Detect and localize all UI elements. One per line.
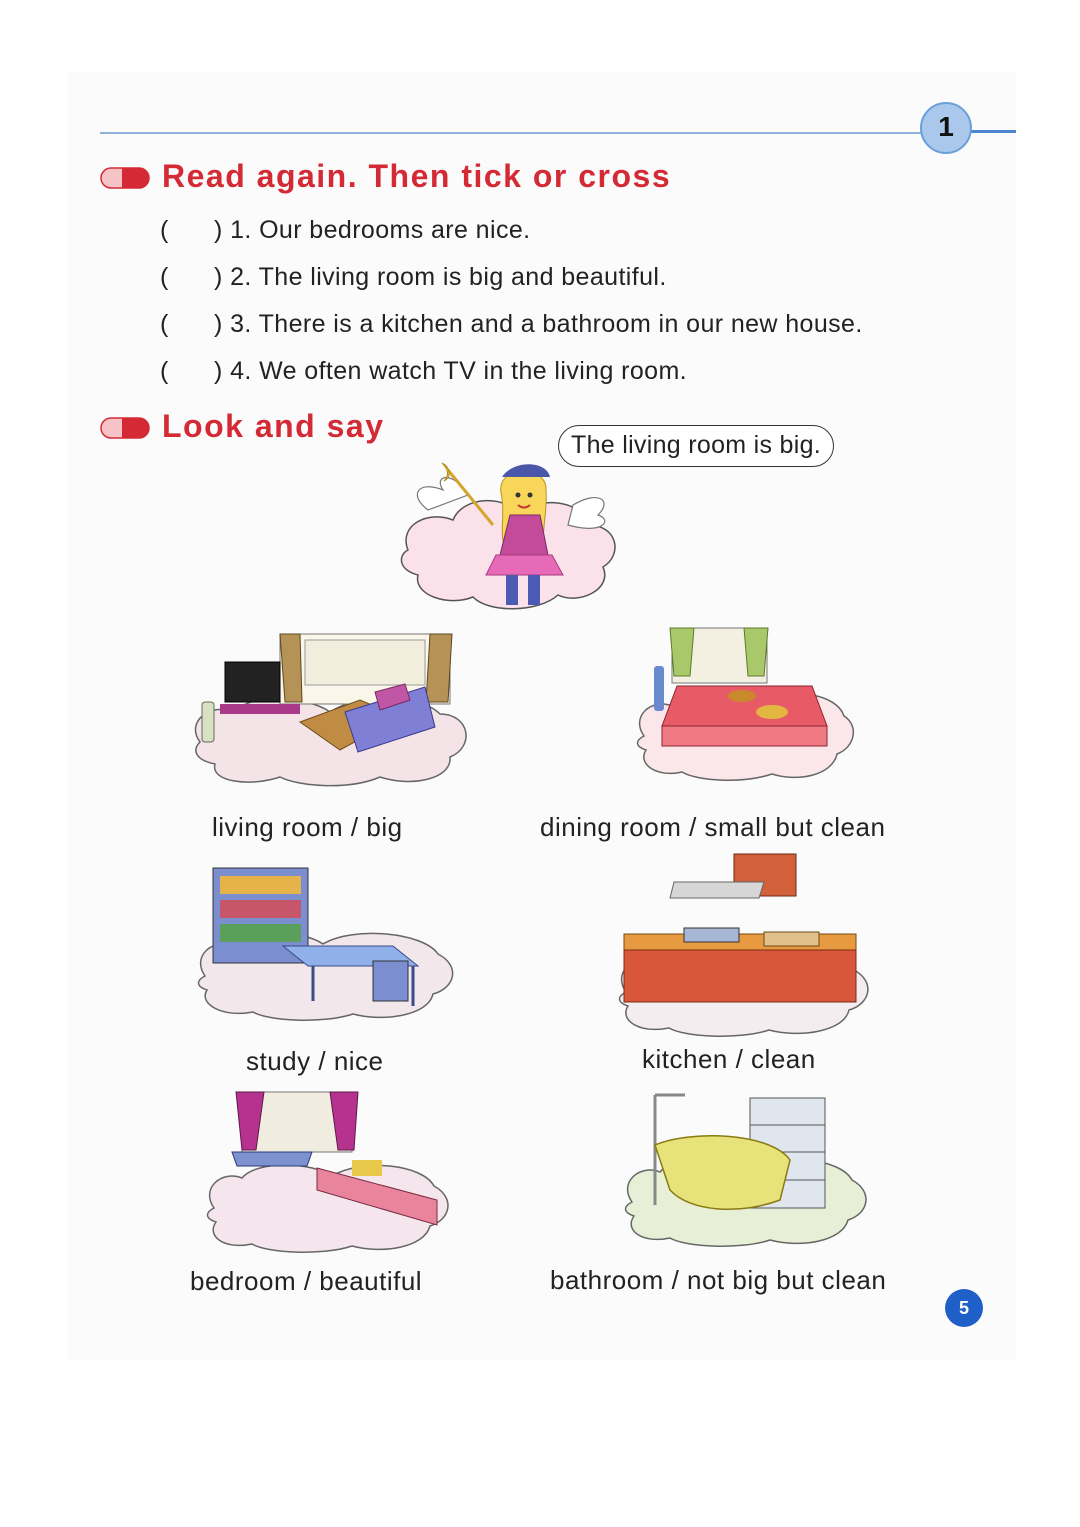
page-number-badge: 5 <box>945 1289 983 1327</box>
living-room-illustration <box>190 632 470 790</box>
statement-text: ) 3. There is a kitchen and a bathroom in our new house. <box>214 310 863 338</box>
statement-text: ) 2. The living room is big and beautiful. <box>214 263 667 291</box>
section-pill-icon <box>100 417 150 439</box>
bedroom-illustration <box>202 1090 452 1258</box>
caption-bedroom: bedroom / beautiful <box>190 1266 423 1296</box>
caption-living-room: living room / big <box>212 812 403 842</box>
statement-text: ) 1. Our bedrooms are nice. <box>214 216 531 244</box>
statement-2 <box>160 263 667 292</box>
answer-blank[interactable]: ( <box>160 216 169 244</box>
caption-kitchen: kitchen / clean <box>642 1044 816 1074</box>
fairy-girl-illustration <box>398 455 623 615</box>
caption-bathroom: bathroom / not big but clean <box>550 1265 887 1295</box>
statement-3 <box>160 310 863 339</box>
kitchen-illustration <box>614 852 869 1040</box>
header-rule <box>100 132 930 134</box>
bathroom-illustration <box>620 1090 870 1250</box>
speech-bubble: The living room is big. <box>558 425 834 467</box>
caption-study: study / nice <box>246 1046 384 1076</box>
dining-room-illustration <box>632 626 857 786</box>
statement-text: ) 4. We often watch TV in the living room. <box>214 357 688 385</box>
section-title-read-again: Read again. Then tick or cross <box>162 158 672 194</box>
section-title-look-and-say: Look and say <box>162 408 385 444</box>
unit-badge: 1 <box>920 102 972 154</box>
answer-blank[interactable]: ( <box>160 263 169 291</box>
caption-dining-room: dining room / small but clean <box>540 812 886 842</box>
section-pill-icon <box>100 167 150 189</box>
answer-blank[interactable]: ( <box>160 357 169 385</box>
statement-1 <box>160 216 531 245</box>
study-illustration <box>193 866 458 1026</box>
statement-4 <box>160 357 687 386</box>
answer-blank[interactable]: ( <box>160 310 169 338</box>
